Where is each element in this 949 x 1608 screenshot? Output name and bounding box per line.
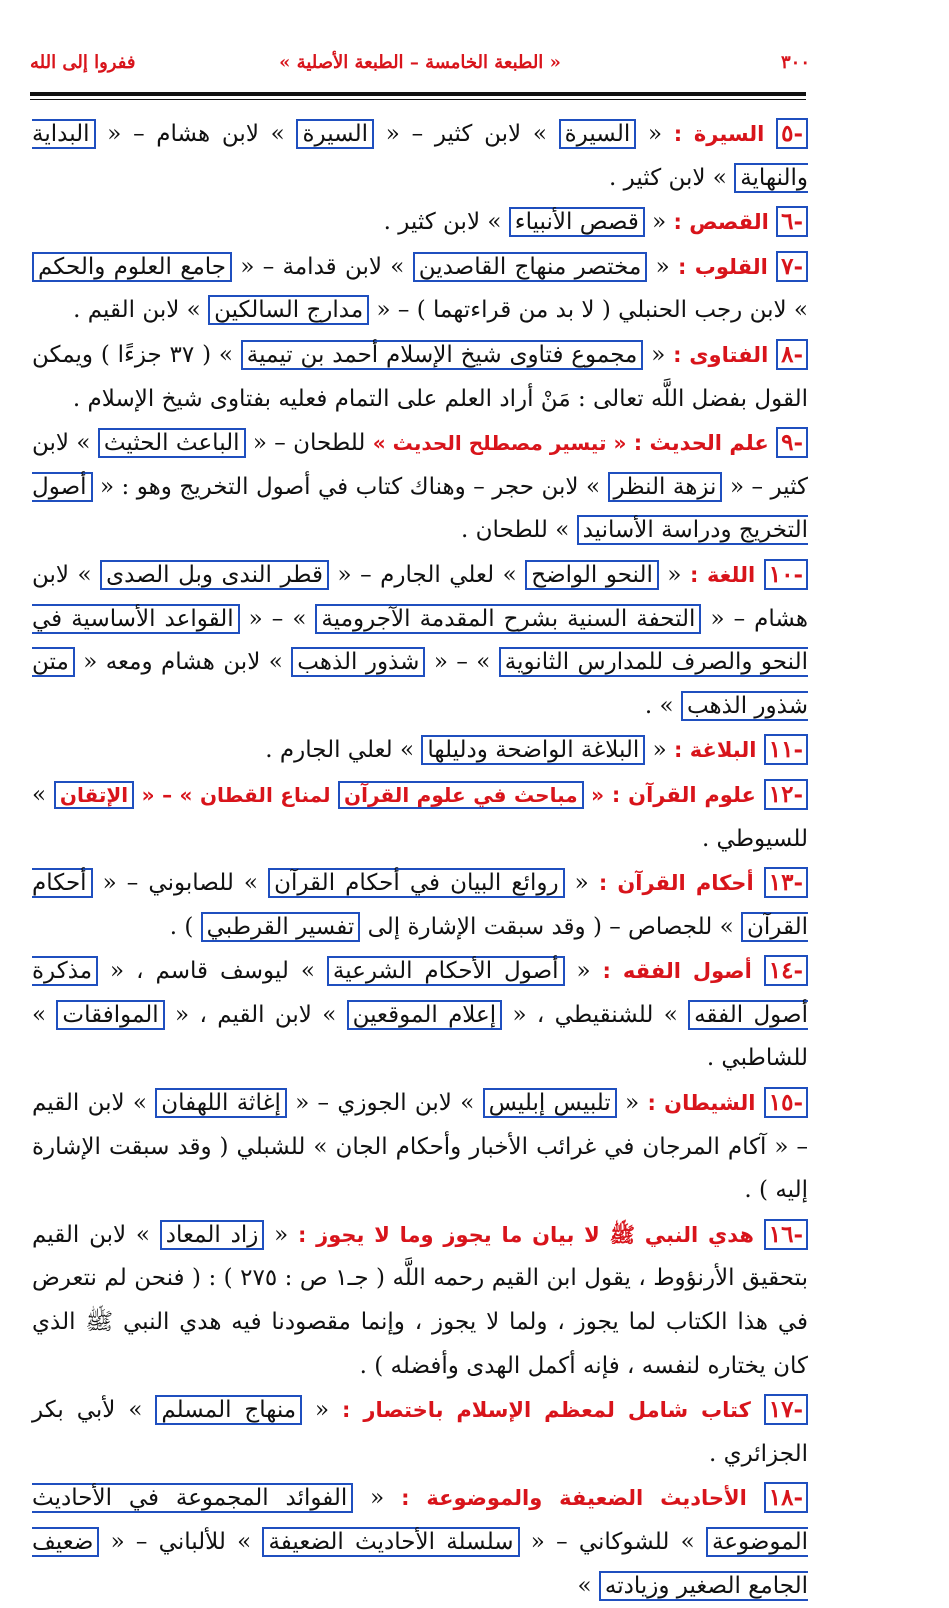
body-text: « <box>353 1485 385 1512</box>
book-title-box: تفسير القرطبي <box>201 912 361 942</box>
body-text: » – « <box>425 649 499 676</box>
book-title-box: منهاج المسلم <box>155 1395 302 1425</box>
book-title-box: متن شذور الذهب <box>32 649 808 719</box>
body-text: « <box>643 341 666 368</box>
body-text: « <box>564 958 591 985</box>
body-text: « <box>645 737 667 764</box>
book-title-box: قصص الأنبياء <box>509 207 645 237</box>
list-item <box>32 949 808 1081</box>
header-rule-thin <box>30 99 806 100</box>
book-title-box: قطر الندى وبل الصدى <box>100 560 329 590</box>
book-title-box: تلبيس إبليس <box>483 1088 617 1118</box>
item-number: -١٦ <box>764 1219 808 1250</box>
list-item <box>32 1213 808 1388</box>
list-item <box>32 421 808 553</box>
body-text: « <box>636 121 663 147</box>
body-text: » لابن قدامة – « <box>232 253 413 280</box>
body-text: » لابن هشام ومعه « <box>74 649 292 676</box>
body-text: » للطحان . <box>461 517 577 544</box>
body-text: للطحان – « <box>245 430 373 457</box>
topic-label: علوم القرآن : <box>611 782 756 807</box>
book-title-box: الإتقان <box>54 781 134 809</box>
book-title-box: شذور الذهب <box>291 647 425 677</box>
header-rule-thick <box>30 92 806 96</box>
book-title-box: الفوائد المجموعة في الأحاديث الموضوعة <box>32 1485 808 1555</box>
body-text: » للشنقيطي ، « <box>502 1001 689 1028</box>
item-number: -٨ <box>776 339 808 370</box>
body-text: » للشوكاني – « <box>519 1529 706 1555</box>
topic-label: علم الحديث : <box>633 431 769 456</box>
topic-label: البلاغة : <box>674 738 757 763</box>
topic-label: الأحاديث الضعيفة والموضوعة : <box>401 1486 747 1511</box>
body-text: » لابن كثير . <box>383 209 509 236</box>
body-text: » لابن كثير – « <box>32 430 808 500</box>
body-text: « <box>564 870 589 897</box>
book-title-box: مذكرة أصول الفقه <box>32 958 808 1028</box>
item-number: -١٨ <box>764 1482 808 1513</box>
topic-label: أصول الفقه : <box>602 959 752 984</box>
page-header <box>30 50 810 80</box>
body-text: » لابن كثير . <box>609 164 735 191</box>
item-number: -١٤ <box>764 955 808 986</box>
topic-label: هدي النبي ﷺ لا بيان ما يجوز وما لا يجوز : <box>297 1222 754 1247</box>
book-title-box: أصول التخريج ودراسة الأسانيد <box>32 473 808 544</box>
list-item <box>32 1081 808 1213</box>
item-number: -١٢ <box>764 779 808 810</box>
book-title-box: البداية والنهاية <box>32 121 808 191</box>
list-item <box>32 1388 808 1476</box>
book-title-box: جامع العلوم والحكم <box>32 252 232 282</box>
list-item <box>32 773 808 861</box>
topic-label: كتاب شامل لمعظم الإسلام باختصار : <box>342 1398 751 1423</box>
body-text: » لابن الجوزي – « <box>286 1090 483 1117</box>
book-title-box: السيرة <box>559 119 637 149</box>
body-text: « <box>658 561 682 588</box>
topic-label: الفتاوى : <box>673 342 769 367</box>
book-title-box: مدارج السالكين <box>208 295 369 325</box>
book-title-box: الموافقات <box>56 1000 164 1030</box>
body-text: » لابن القيم – « آكام المرجان في غرائب الأخبار وأحكام الجان » للشبلي ( وقد سبقت الإشارة إليه ) . <box>32 1090 808 1204</box>
book-title-box: القواعد الأساسية في النحو والصرف للمدارس الثانوية <box>32 605 808 676</box>
book-title-box: التحفة السنية بشرح المقدمة الآجرومية <box>315 604 701 634</box>
item-number: -١٧ <box>764 1394 808 1425</box>
body-text: « <box>264 1221 289 1248</box>
topic-label: السيرة : <box>673 122 765 146</box>
item-number: -٧ <box>776 251 808 282</box>
book-title-box: إغاثة اللهفان <box>155 1088 287 1118</box>
item-number: -١١ <box>764 734 808 765</box>
book-title-box: إعلام الموقعين <box>347 1000 503 1030</box>
list-item <box>32 245 808 333</box>
body-text: » للشاطبي . <box>32 1001 808 1072</box>
body-text: » ( ٣٧ جزءًا ) ويمكن القول بفضل اللَّه تعالى : مَنْ أراد العلم على التمام فعليه بفتاوى شيخ الإسلام . <box>32 341 808 412</box>
body-text: ) . <box>169 913 201 940</box>
body-text: » لابن رجب الحنبلي ( لا بد من قراءتهما ) – « <box>369 297 808 324</box>
item-number: -٩ <box>776 427 808 458</box>
body-text: » لابن كثير – « <box>374 121 559 147</box>
book-title-box: نزهة النظر <box>608 472 723 502</box>
list-item <box>32 333 808 421</box>
item-number: -٦ <box>776 206 808 237</box>
list-item <box>32 861 808 949</box>
body-text: » للسيوطي . <box>32 781 808 852</box>
book-title-box: أحكام القرآن <box>32 870 808 940</box>
book-title-box: السيرة <box>296 119 374 149</box>
body-text: » لابن هشام – « <box>95 121 297 147</box>
list-item <box>32 1476 808 1608</box>
item-number: -١٥ <box>764 1087 808 1118</box>
page-number: ٣٠٠ <box>780 52 810 73</box>
topic-label: القصص : <box>673 210 769 235</box>
list-item <box>32 728 808 773</box>
book-title-box: الباعث الحثيث <box>98 428 246 458</box>
topic-label: القلوب : <box>678 254 768 279</box>
edition-title: « الطبعة الخامسة – الطبعة الأصلية » <box>279 52 561 73</box>
highlight-text: « تيسير مصطلح الحديث » <box>372 431 627 456</box>
body-text: » لابن هشام – « <box>32 561 809 632</box>
body-text: » للألباني – « <box>99 1529 263 1555</box>
body-text: » لابن القيم بتحقيق الأرنؤوط ، يقول ابن القيم رحمه اللَّه ( جـ١ ص : ٢٧٥ ) : ( فنحن لم نتعرض في هذا الكتاب لما يجوز ، ولما لا يجوز ، وإنما مقصودنا فيه هدي النبي ﷺ الذي كان يختاره لنفسه ، فإنه أكمل الهدى وأفضله ) . <box>32 1221 808 1379</box>
book-title-box: روائع البيان في أحكام القرآن <box>268 868 565 898</box>
body-text: « <box>644 209 667 236</box>
body-text: « <box>647 253 670 280</box>
book-title-box: ضعيف الجامع الصغير وزيادته <box>32 1529 808 1599</box>
book-title-box: سلسلة الأحاديث الضعيفة <box>262 1527 519 1557</box>
body-text: » . <box>644 692 681 719</box>
book-list <box>32 112 808 1608</box>
topic-label: أحكام القرآن : <box>598 871 754 896</box>
body-text: » للصابوني – « <box>92 870 269 897</box>
highlight-text: لمناع القطان » – « <box>134 782 339 807</box>
book-title-box: النحو الواضح <box>525 560 659 590</box>
list-item <box>32 200 808 245</box>
body-text: » للجصاص – ( وقد سبقت الإشارة إلى <box>360 913 741 940</box>
list-item <box>32 553 808 728</box>
item-number: -١٠ <box>764 559 808 590</box>
body-text: » ليوسف قاسم ، « <box>98 958 327 985</box>
book-title-box: مختصر منهاج القاصدين <box>413 252 648 282</box>
body-text: » لعلي الجارم . <box>265 737 422 764</box>
body-text: » لعلي الجارم – « <box>329 561 526 588</box>
list-item <box>32 112 808 200</box>
body-text: « <box>302 1397 330 1424</box>
highlight-text: « <box>583 782 605 807</box>
body-text: » لابن حجر – وهناك كتاب في أصول التخريج وهو : « <box>92 473 608 500</box>
body-text: » <box>577 1572 599 1599</box>
book-title: ففروا إلى الله <box>30 52 136 73</box>
book-title-box: مباحث في علوم القرآن <box>338 781 584 809</box>
item-number: -١٣ <box>764 867 808 898</box>
book-title-box: البلاغة الواضحة ودليلها <box>421 735 645 765</box>
book-title-box: مجموع فتاوى شيخ الإسلام أحمد بن تيمية <box>241 340 644 370</box>
topic-label: الشيطان : <box>647 1091 756 1116</box>
body-text: » لأبي بكر الجزائري . <box>32 1397 808 1467</box>
body-text: » لابن القيم ، « <box>164 1001 347 1028</box>
book-title-box: أصول الأحكام الشرعية <box>327 956 565 986</box>
book-title-box: زاد المعاد <box>160 1220 265 1250</box>
body-text: » لابن القيم . <box>73 297 209 324</box>
body-text: « <box>616 1090 640 1117</box>
item-number: -٥ <box>776 118 808 149</box>
body-text: » – « <box>239 605 316 632</box>
topic-label: اللغة : <box>690 562 756 587</box>
